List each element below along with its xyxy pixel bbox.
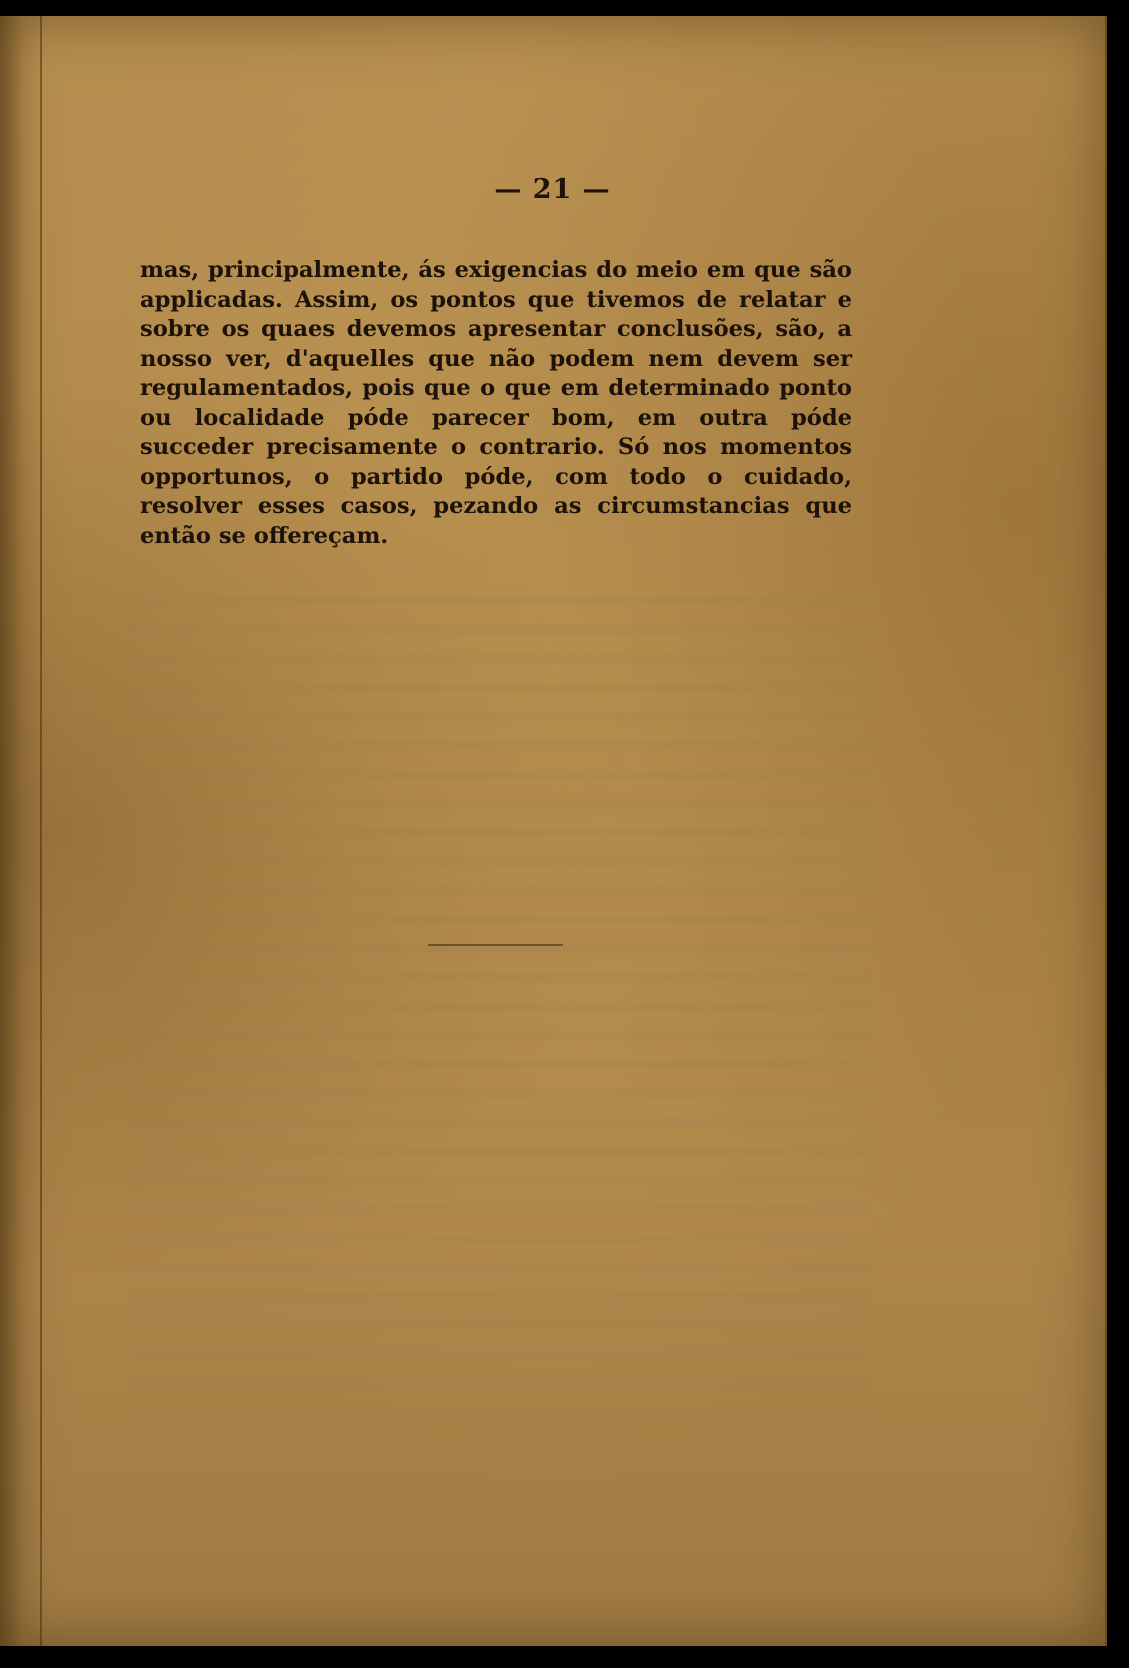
body-paragraph: mas, principalmente, ás exigencias do meio em que são applicadas. Assim, os pontos que tivemos de relatar e sobre os quaes devemos apresentar conclusões, são, a nosso ver, d'aquelles que não podem nem devem ser regulamentados, pois que o que em determinado ponto ou localidade póde parecer bom, em outra póde succeder precisamente o contrario. Só nos momentos opportunos, o partido póde, com todo o cuidado, resolver esses casos, pezando as circumstancias que então se offereçam. xyxy=(140,257,852,549)
show-through-text xyxy=(130,584,870,1444)
show-through-rule xyxy=(428,944,563,946)
binding-gutter xyxy=(40,16,42,1646)
page-number: — 21 — xyxy=(494,174,611,205)
paper-sheet xyxy=(0,16,1107,1646)
